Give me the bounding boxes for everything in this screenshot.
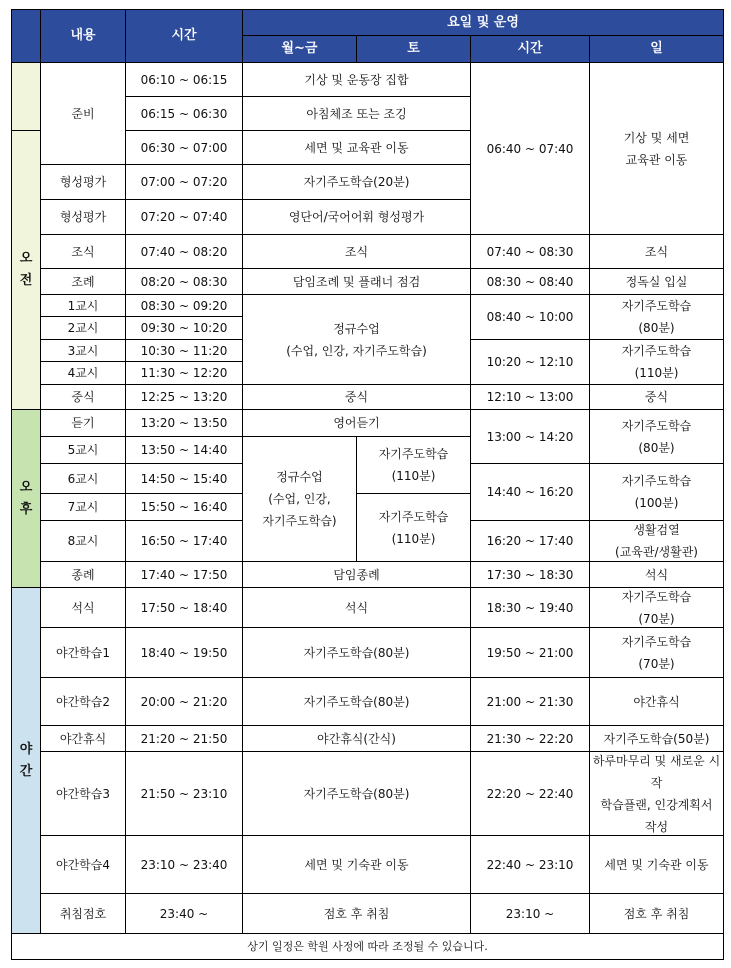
sunday-time: 10:20 ~ 12:10 [470,339,590,385]
sunday-activity: 하루마무리 및 새로운 시작 학습플랜, 인강계획서 작성 [589,751,724,836]
sunday-time: 13:00 ~ 14:20 [470,409,590,464]
sunday-activity: 조식 [589,234,724,269]
row-label: 1교시 [40,294,126,317]
sunday-activity: 정독실 입실 [589,268,724,295]
sunday-time: 08:40 ~ 10:00 [470,294,590,340]
sunday-time: 07:40 ~ 08:30 [470,234,590,269]
row-label: 6교시 [40,463,126,494]
row-time: 08:20 ~ 08:30 [125,268,243,295]
row-time: 16:50 ~ 17:40 [125,520,243,562]
row-time: 07:40 ~ 08:20 [125,234,243,269]
row-label: 취침점호 [40,893,126,934]
sunday-activity: 석식 [589,561,724,588]
row-label: 야간학습1 [40,627,126,678]
row-label: 중식 [40,384,126,410]
period-cell-early [11,62,41,131]
sunday-time: 12:10 ~ 13:00 [470,384,590,410]
sunday-activity: 생활검열 (교육관/생활관) [589,520,724,562]
sunday-activity: 자기주도학습 (110분) [589,339,724,385]
sunday-activity: 자기주도학습(50분) [589,725,724,752]
row-label: 야간학습3 [40,751,126,836]
row-label: 조식 [40,234,126,269]
footer-note: 상기 일정은 학원 사정에 따라 조정될 수 있습니다. [11,933,724,960]
sunday-time: 06:40 ~ 07:40 [470,62,590,235]
row-label: 야간휴식 [40,725,126,752]
sunday-activity: 기상 및 세면 교육관 이동 [589,62,724,235]
sunday-time: 21:30 ~ 22:20 [470,725,590,752]
saturday-self-study-1: 자기주도학습 (110분) [356,436,471,494]
sunday-time: 14:40 ~ 16:20 [470,463,590,521]
regular-class-afternoon: 정규수업 (수업, 인강, 자기주도학습) [242,436,357,562]
row-label: 준비 [40,62,126,165]
row-time: 06:30 ~ 07:00 [125,130,243,165]
row-time: 20:00 ~ 21:20 [125,677,243,726]
sunday-activity: 자기주도학습 (100분) [589,463,724,521]
row-activity: 영어듣기 [242,409,471,437]
row-activity: 자기주도학습(20분) [242,164,471,200]
regular-class-morning: 정규수업 (수업, 인강, 자기주도학습) [242,294,471,385]
sunday-activity: 중식 [589,384,724,410]
sunday-time: 22:20 ~ 22:40 [470,751,590,836]
row-time: 07:00 ~ 07:20 [125,164,243,200]
row-time: 17:40 ~ 17:50 [125,561,243,588]
row-activity: 점호 후 취침 [242,893,471,934]
period-night: 야 간 [11,587,41,934]
row-label: 조례 [40,268,126,295]
row-time: 06:15 ~ 06:30 [125,96,243,131]
header-content: 내용 [40,9,126,63]
sunday-time: 22:40 ~ 23:10 [470,835,590,894]
sunday-activity: 자기주도학습 (70분) [589,587,724,628]
row-label: 종례 [40,561,126,588]
row-activity: 세면 및 교육관 이동 [242,130,471,165]
row-time: 11:30 ~ 12:20 [125,361,243,385]
row-label: 4교시 [40,361,126,385]
sunday-time: 19:50 ~ 21:00 [470,627,590,678]
row-activity: 기상 및 운동장 집합 [242,62,471,97]
header-time: 시간 [125,9,243,63]
row-time: 23:40 ~ [125,893,243,934]
row-activity: 야간휴식(간식) [242,725,471,752]
row-activity: 석식 [242,587,471,628]
row-label: 2교시 [40,316,126,340]
row-time: 08:30 ~ 09:20 [125,294,243,317]
row-activity: 중식 [242,384,471,410]
row-activity: 아침체조 또는 조깅 [242,96,471,131]
row-label: 3교시 [40,339,126,362]
row-time: 07:20 ~ 07:40 [125,199,243,235]
period-morning: 오 전 [11,130,41,410]
header-time-sunday: 시간 [470,35,590,63]
header-sunday: 일 [589,35,724,63]
header-weekday: 월~금 [242,35,357,63]
sunday-activity: 세면 및 기숙관 이동 [589,835,724,894]
sunday-time: 18:30 ~ 19:40 [470,587,590,628]
row-time: 12:25 ~ 13:20 [125,384,243,410]
row-label: 야간학습4 [40,835,126,894]
header-saturday: 토 [356,35,471,63]
row-time: 09:30 ~ 10:20 [125,316,243,340]
row-time: 23:10 ~ 23:40 [125,835,243,894]
row-activity: 세면 및 기숙관 이동 [242,835,471,894]
row-activity: 조식 [242,234,471,269]
sunday-activity: 자기주도학습 (70분) [589,627,724,678]
row-time: 18:40 ~ 19:50 [125,627,243,678]
row-label: 형성평가 [40,164,126,200]
period-afternoon: 오 후 [11,409,41,588]
row-activity: 자기주도학습(80분) [242,627,471,678]
row-time: 15:50 ~ 16:40 [125,493,243,521]
sunday-activity: 자기주도학습 (80분) [589,294,724,340]
row-label: 형성평가 [40,199,126,235]
row-time: 10:30 ~ 11:20 [125,339,243,362]
row-activity: 자기주도학습(80분) [242,677,471,726]
row-label: 7교시 [40,493,126,521]
row-time: 13:20 ~ 13:50 [125,409,243,437]
sunday-time: 16:20 ~ 17:40 [470,520,590,562]
row-time: 21:50 ~ 23:10 [125,751,243,836]
sunday-time: 21:00 ~ 21:30 [470,677,590,726]
row-label: 듣기 [40,409,126,437]
sunday-time: 23:10 ~ [470,893,590,934]
sunday-time: 17:30 ~ 18:30 [470,561,590,588]
row-time: 13:50 ~ 14:40 [125,436,243,464]
sunday-activity: 야간휴식 [589,677,724,726]
row-label: 8교시 [40,520,126,562]
sunday-time: 08:30 ~ 08:40 [470,268,590,295]
row-activity: 담임종례 [242,561,471,588]
row-time: 17:50 ~ 18:40 [125,587,243,628]
sunday-activity: 자기주도학습 (80분) [589,409,724,464]
row-time: 21:20 ~ 21:50 [125,725,243,752]
row-label: 야간학습2 [40,677,126,726]
row-activity: 담임조례 및 플래너 점검 [242,268,471,295]
row-label: 석식 [40,587,126,628]
header-days-ops: 요일 및 운영 [242,9,724,36]
row-label: 5교시 [40,436,126,464]
row-time: 06:10 ~ 06:15 [125,62,243,97]
row-time: 14:50 ~ 15:40 [125,463,243,494]
saturday-self-study-2: 자기주도학습 (110분) [356,493,471,562]
header-corner [11,9,41,63]
row-activity: 자기주도학습(80분) [242,751,471,836]
sunday-activity: 점호 후 취침 [589,893,724,934]
row-activity: 영단어/국어어휘 형성평가 [242,199,471,235]
